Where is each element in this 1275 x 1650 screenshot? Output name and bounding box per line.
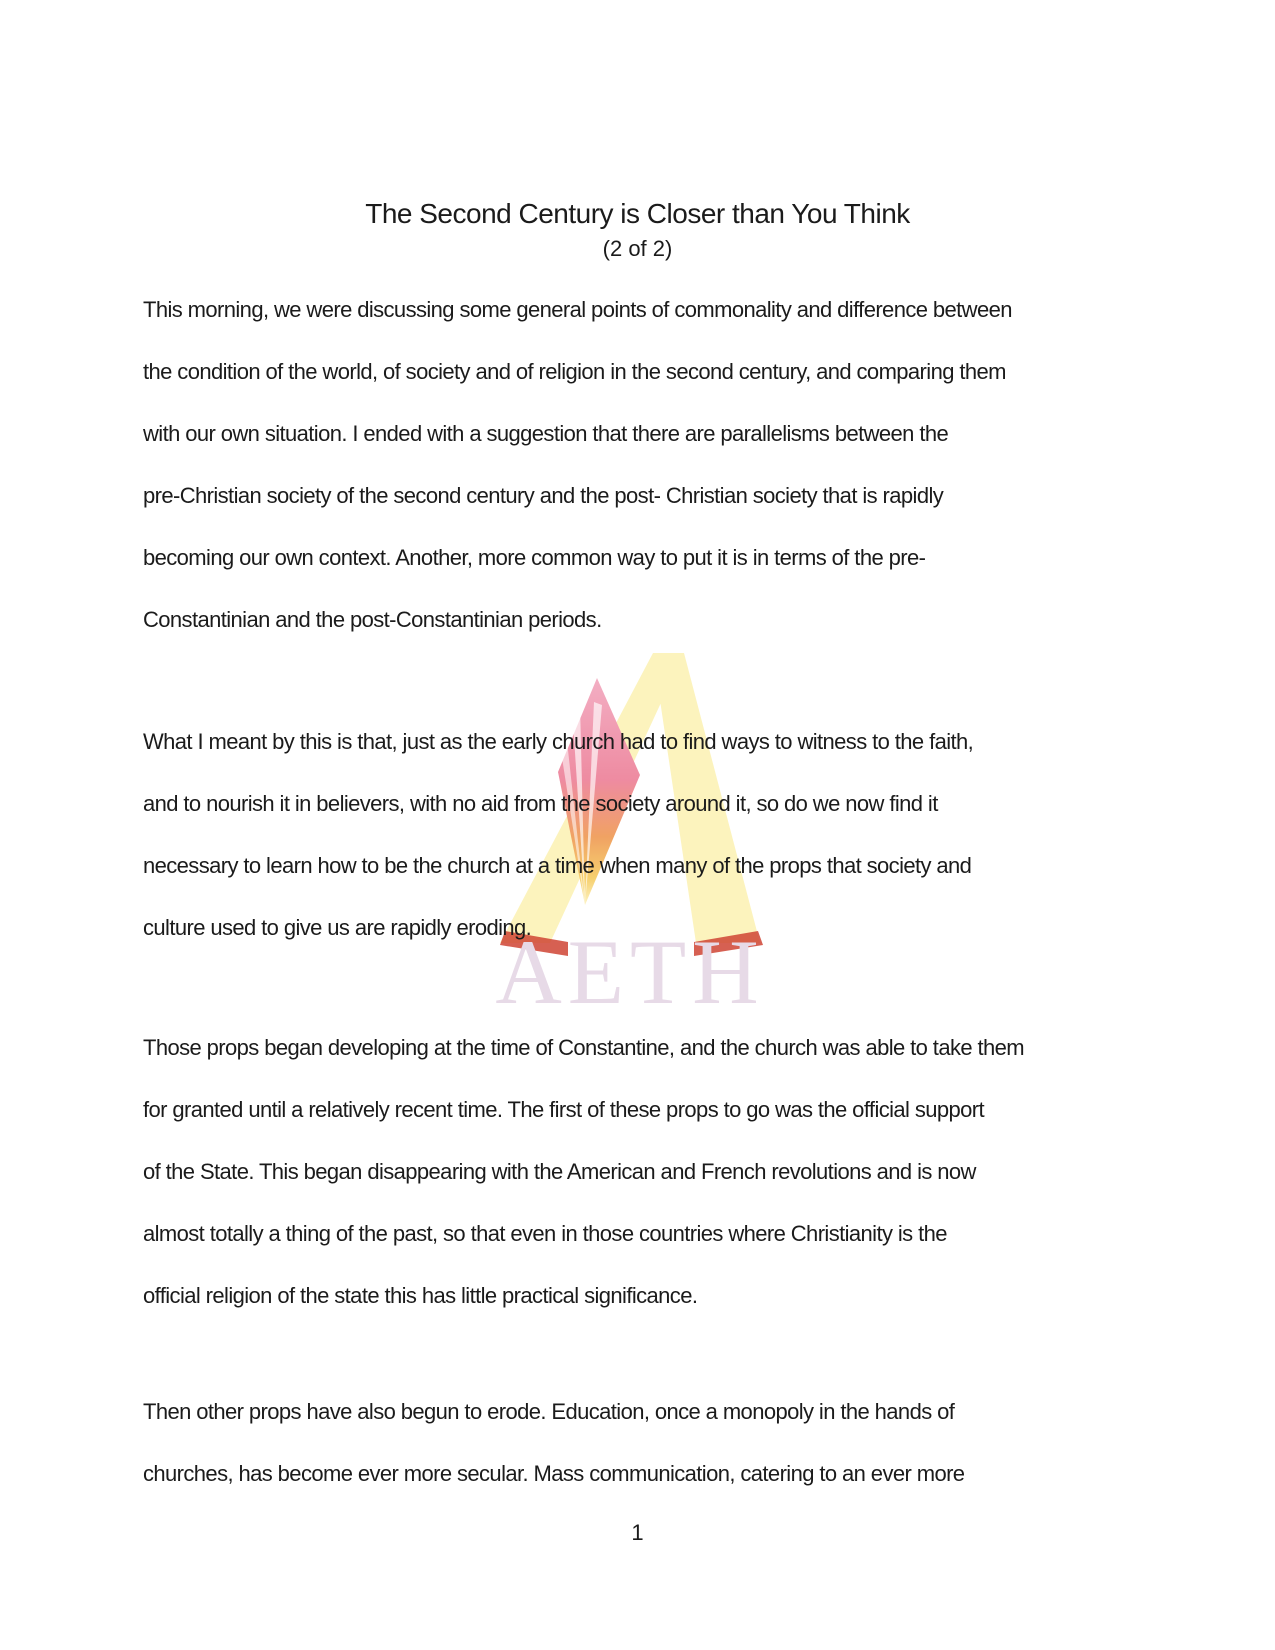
text-line: churches, has become ever more secular. Mass communication, catering to an ever more — [143, 1461, 965, 1486]
text-line: the condition of the world, of society and of religion in the second century, and comparing them — [143, 359, 1006, 384]
paragraph — [143, 1381, 1203, 1505]
text-line: with our own situation. I ended with a suggestion that there are parallelisms between the — [143, 421, 949, 446]
text-line: Then other props have also begun to erode. Education, once a monopoly in the hands of — [143, 1399, 955, 1424]
text-line: pre-Christian society of the second century and the post- Christian society that is rapidly — [143, 483, 944, 508]
text-line: of the State. This began disappearing with the American and French revolutions and is now — [143, 1159, 976, 1184]
page-title: The Second Century is Closer than You Think — [365, 198, 910, 229]
paragraph — [143, 279, 1203, 651]
page-subtitle: (2 of 2) — [602, 236, 673, 261]
text-line: culture used to give us are rapidly eroding. — [143, 915, 532, 940]
text-line: Constantinian and the post-Constantinian periods. — [143, 607, 602, 632]
text-line: and to nourish it in believers, with no aid from the society around it, so do we now find it — [143, 791, 938, 816]
text-line: necessary to learn how to be the church at a time when many of the props that society and — [143, 853, 972, 878]
text-line: official religion of the state this has little practical significance. — [143, 1283, 698, 1308]
text-line: for granted until a relatively recent time. The first of these props to go was the official support — [143, 1097, 985, 1122]
text-line: almost totally a thing of the past, so that even in those countries where Christianity is the — [143, 1221, 947, 1246]
text-line: This morning, we were discussing some general points of commonality and difference between — [143, 297, 1012, 322]
watermark-text: AETH — [495, 921, 765, 1023]
paragraph — [143, 711, 1203, 959]
text-line: What I meant by this is that, just as the early church had to find ways to witness to the faith, — [143, 729, 974, 754]
page-number: 1 — [631, 1520, 644, 1545]
paragraph — [143, 1017, 1203, 1327]
text-line: Those props began developing at the time of Constantine, and the church was able to take them — [143, 1035, 1025, 1060]
text-line: becoming our own context. Another, more common way to put it is in terms of the pre- — [143, 545, 926, 570]
